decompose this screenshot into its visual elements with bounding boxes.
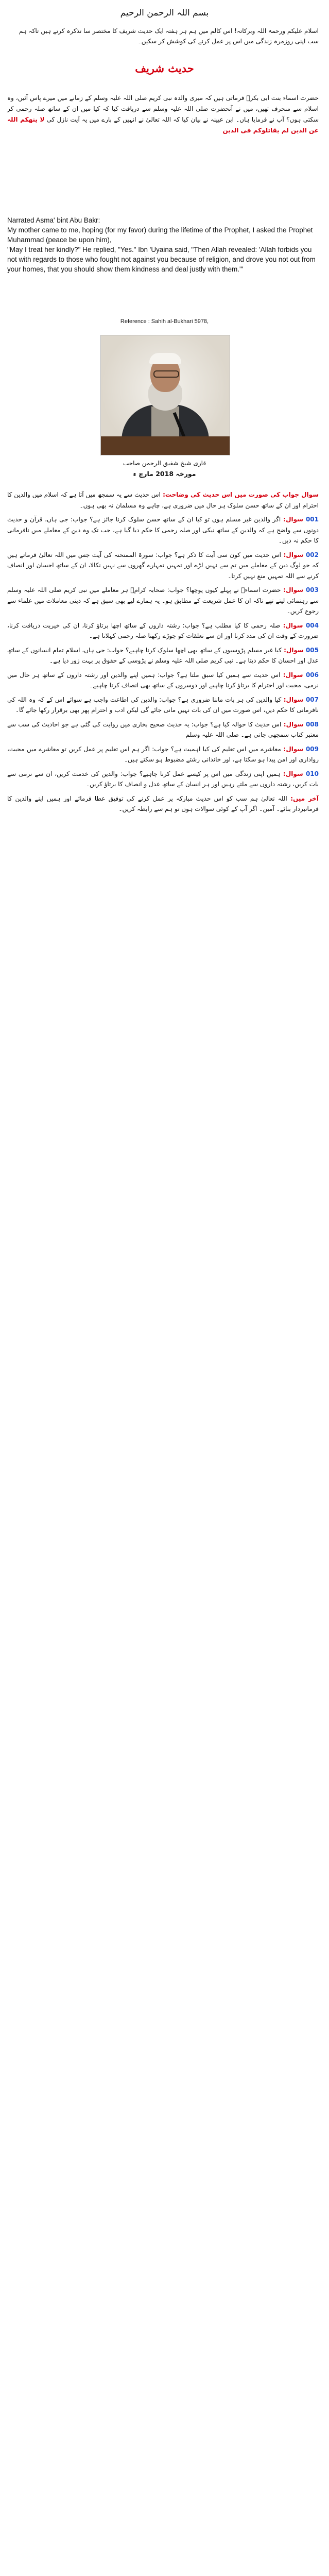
- paragraph-lead: سوال:: [280, 671, 303, 679]
- question-number: 009: [303, 745, 319, 753]
- paragraph-text: اگر والدین غیر مسلم ہوں تو کیا ان کے ساتھ حسن سلوک کرنا جائز ہے؟ جواب: جی ہاں، قرآن و حدیث دونوں سے واضح ہے کہ والدین کے ساتھ نیکی اور صلہ رحمی کا حکم دیا گیا ہے، جب تک وہ دین کے معاملے میں نافرمانی کا حکم نہ دیں۔: [7, 516, 319, 544]
- paragraph-lead: سوال:: [281, 516, 303, 523]
- paragraph-lead: سوال جواب کی صورت میں اس حدیث کی وضاحت:: [160, 491, 319, 498]
- article-body: [7, 489, 319, 2576]
- article-paragraph: [7, 585, 319, 617]
- question-number: 007: [303, 696, 319, 703]
- hadith-urdu-translation: [7, 93, 319, 136]
- paragraph-text: اس حدیث میں کون سی آیت کا ذکر ہے؟ جواب: سورۃ الممتحنہ کی آیت جس میں اللہ تعالیٰ فرماتے ہیں کہ جو لوگ دین کے معاملے میں تم سے نہیں لڑے اور تمہیں تمہارے گھروں سے نہیں نکالا، ان کے ساتھ احسان اور انصاف کرنے سے اللہ تمہیں منع نہیں کرتا۔: [7, 551, 319, 580]
- hadith-english-translation: [7, 215, 319, 274]
- paragraph-text: حضرت اسماءؓ نے پہلے کیوں پوچھا؟ جواب: صحابہ کرامؓ ہر معاملے میں نبی کریم صلی اللہ علیہ وسلم سے رہنمائی لیتے تھے تاکہ ان کا عمل شریعت کے مطابق ہو۔ یہ ہمارے لیے بھی سبق ہے کہ دینی معاملات میں علماء سے رجوع کریں۔: [7, 586, 319, 615]
- paragraph-text: معاشرے میں اس تعلیم کی کیا اہمیت ہے؟ جواب: اگر ہم اس تعلیم پر عمل کریں تو معاشرے میں محبت، رواداری اور امن پیدا ہو سکتا ہے، اور خاندانی رشتے مضبوط ہو سکتے ہیں۔: [7, 745, 319, 763]
- article-paragraph: [7, 550, 319, 582]
- bismillah-header: بسم اللہ الرحمن الرحیم: [120, 8, 209, 18]
- paragraph-text: اللہ تعالیٰ ہم سب کو اس حدیث مبارکہ پر عمل کرنے کی توفیق عطا فرمائے اور ہمیں اپنے والدین کا فرمانبردار بنائے۔ آمین۔ اگر آپ کے کوئی سوالات ہوں تو ہم سے رابطہ کریں۔: [7, 794, 319, 812]
- paragraph-text: کیا والدین کی ہر بات ماننا ضروری ہے؟ جواب: والدین کی اطاعت واجب ہے سوائے اس کے کہ وہ اللہ کی نافرمانی کا حکم دیں، اس صورت میں ان کی بات نہیں مانی جائے گی لیکن ادب و احترام پھر بھی برقرار رکھا جائے گا۔: [7, 696, 319, 714]
- paragraph-text: اس حدیث سے ہمیں کیا سبق ملتا ہے؟ جواب: ہمیں اپنے والدین اور رشتہ داروں کے ساتھ ہر حال میں نرمی، محبت اور احترام کا برتاؤ کرنا چاہیے اور دوسروں کے ساتھ بھی انصاف کرنا چاہیے۔: [7, 671, 319, 689]
- paragraph-lead: سوال:: [281, 646, 304, 654]
- question-number: 010: [303, 770, 319, 777]
- photo-caption: قاری شیخ شفیق الرحمن صاحب: [123, 460, 206, 467]
- paragraph-text: کیا غیر مسلم پڑوسیوں کے ساتھ بھی اچھا سلوک کرنا چاہیے؟ جواب: جی ہاں، اسلام تمام انسانوں کے ساتھ عدل اور احسان کا حکم دیتا ہے۔ نبی کریم صلی اللہ علیہ وسلم نے پڑوسی کے حقوق پر بہت زور دیا ہے۔: [7, 646, 319, 664]
- question-number: 004: [303, 621, 319, 629]
- paragraph-text: ہمیں اپنی زندگی میں اس پر کیسے عمل کرنا چاہیے؟ جواب: والدین کی خدمت کریں، ان سے نرمی سے بات کریں، رشتہ داروں سے ملتے رہیں اور ہر انسان کے ساتھ عدل و انصاف کا برتاؤ کریں۔: [7, 770, 319, 788]
- article-paragraph: [7, 645, 319, 666]
- article-paragraph: [7, 514, 319, 546]
- english-paragraph: "May I treat her kindly?" He replied, "Yes." Ibn 'Uyaina said, "Then Allah revealed: 'Allah forbids you not with regards to those who fought not against you because of religion, and drove you not out from your homes, that you should show them kindness and deal justly with them.'": [7, 246, 316, 273]
- question-number: 008: [303, 720, 319, 728]
- date-line: مورخہ 2018 مارچ ء: [133, 470, 196, 478]
- paragraph-lead: سوال:: [281, 696, 304, 703]
- paragraph-lead: آخر میں:: [287, 794, 319, 802]
- question-number: 006: [303, 671, 319, 679]
- intro-paragraph: اسلام علیکم ورحمۃ اللہ وبرکاتہ! اس کالم میں ہم ہر ہفتہ ایک حدیث شریف کا مختصر سا تذکرہ کرتے ہیں تاکہ ہم سب اپنی روزمرہ زندگی میں اس پر عمل کرنے کی کوشش کر سکیں۔: [19, 27, 319, 45]
- hadith-arabic-verse: لا ینھکم اللہ عن الذین لم یقاتلوکم فی الدین: [7, 116, 319, 134]
- article-paragraph: [7, 670, 319, 691]
- hadith-urdu-text: حضرت اسماء بنت ابی بکرؓ فرماتی ہیں کہ میری والدہ نبی کریم صلی اللہ علیہ وسلم کے زمانے میں میرے پاس آئیں، وہ اسلام سے منحرف تھیں، میں نے آنحضرت صلی اللہ علیہ وسلم سے دریافت کیا کہ کیا میں ان کے ساتھ صلہ رحمی کر سکتی ہوں؟ آپ نے فرمایا ہاں۔ ابن عیینہ نے بیان کیا کہ اللہ تعالیٰ نے انہیں کے بارے میں یہ آیت نازل کی: [7, 94, 319, 123]
- paragraph-lead: سوال:: [280, 770, 303, 777]
- question-number: 005: [303, 646, 319, 654]
- article-paragraph: [7, 694, 319, 716]
- question-number: 002: [303, 551, 319, 558]
- paragraph-lead: سوال:: [280, 621, 303, 629]
- paragraph-lead: سوال:: [281, 551, 304, 558]
- question-number: 001: [303, 516, 319, 523]
- article-paragraph: [7, 793, 319, 815]
- article-paragraph: [7, 719, 319, 740]
- paragraph-lead: سوال:: [281, 720, 304, 728]
- paragraph-text: صلہ رحمی کا کیا مطلب ہے؟ جواب: رشتہ داروں کے ساتھ اچھا برتاؤ کرنا، ان کی خیریت دریافت کرنا، ضرورت کے وقت ان کی مدد کرنا اور ان سے تعلقات کو جوڑے رکھنا صلہ رحمی کہلاتا ہے۔: [7, 621, 319, 639]
- hadith-heading: حدیث شریف: [135, 62, 194, 75]
- article-paragraph: [7, 744, 319, 765]
- article-paragraph: [7, 769, 319, 790]
- question-number: 003: [303, 586, 319, 594]
- english-paragraph: My mother came to me, hoping (for my favor) during the lifetime of the Prophet, I asked the Prophet Muhammad (peace be upon him),: [7, 226, 313, 244]
- paragraph-lead: سوال:: [281, 586, 304, 594]
- author-photo: [100, 335, 230, 455]
- paragraph-lead: سوال:: [281, 745, 304, 753]
- paragraph-text: اس حدیث کا حوالہ کیا ہے؟ جواب: یہ حدیث صحیح بخاری میں روایت کی گئی ہے جو احادیث کی سب سے معتبر کتاب سمجھی جاتی ہے۔ صلی اللہ علیہ وسلم: [7, 720, 319, 738]
- hadith-reference: Reference : Sahih al-Bukhari 5978,: [120, 318, 209, 325]
- article-paragraph: [7, 489, 319, 511]
- article-paragraph: [7, 620, 319, 641]
- paragraph-text: اس حدیث سے یہ سمجھ میں آتا ہے کہ اسلام میں والدین کا احترام اور ان کے ساتھ حسن سلوک ہر حال میں ضروری ہے، چاہے وہ مسلمان نہ بھی ہوں۔: [7, 491, 319, 509]
- narrator-line: Narrated Asma' bint Abu Bakr:: [7, 216, 100, 224]
